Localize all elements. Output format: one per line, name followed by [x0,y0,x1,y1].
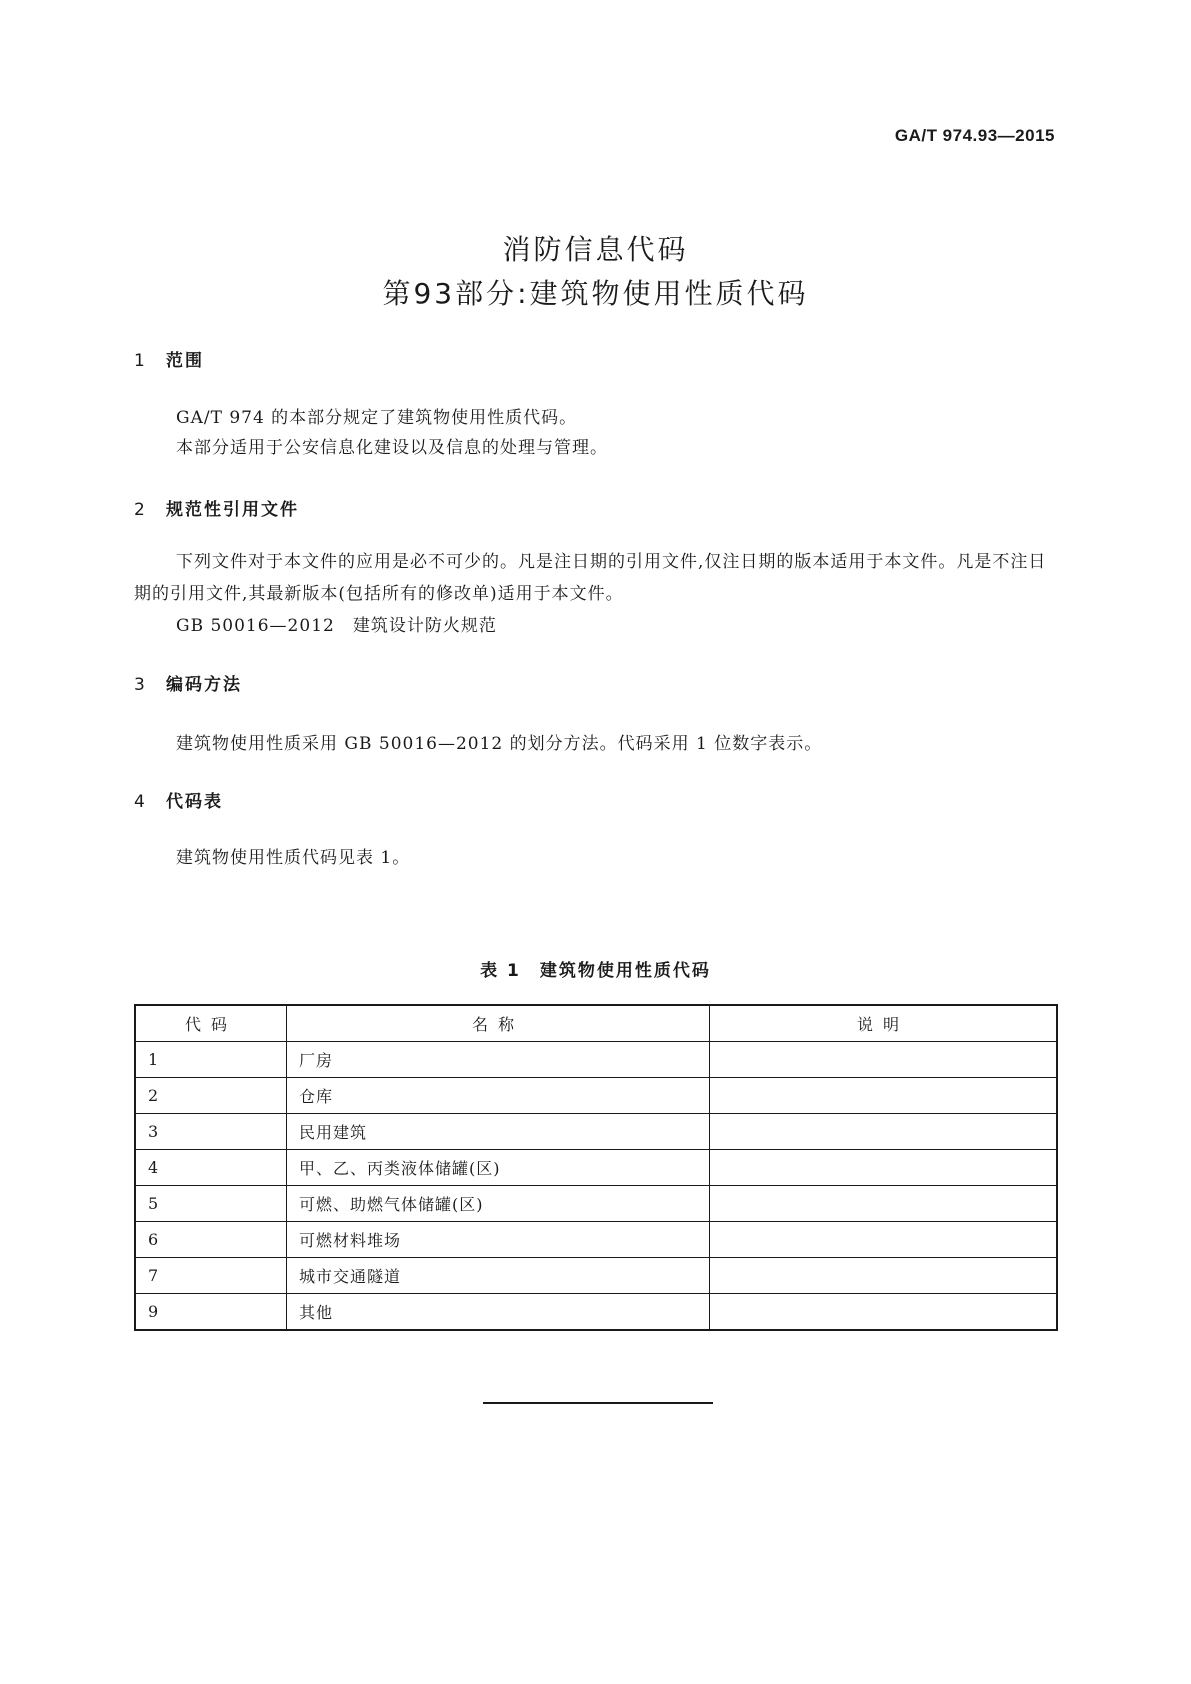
code-cell: 2 [135,1078,287,1114]
scope-paragraph-2: 本部分适用于公安信息化建设以及信息的处理与管理。 [176,438,608,458]
section-heading-scope [134,346,204,371]
section-heading-code-table [134,787,223,812]
scope-paragraph-1: GA/T 974 的本部分规定了建筑物使用性质代码。 [176,408,578,428]
code-cell: 5 [135,1186,287,1222]
table-caption: 表 1 建筑物使用性质代码 [480,961,711,981]
code-cell: 9 [135,1294,287,1331]
code-cell: 7 [135,1258,287,1294]
note-cell [710,1078,1058,1114]
note-cell [710,1258,1058,1294]
name-cell: 仓库 [287,1078,710,1114]
name-cell: 甲、乙、丙类液体储罐(区) [287,1150,710,1186]
note-cell [710,1042,1058,1078]
document-title: 消防信息代码 [502,233,689,266]
code-table [134,1004,1058,1331]
name-cell: 民用建筑 [287,1114,710,1150]
code-cell: 6 [135,1222,287,1258]
section-title: 代码表 [166,792,223,812]
document-subtitle: 第93部分:建筑物使用性质代码 [382,277,809,310]
document-code: GA/T 974.93—2015 [894,126,1055,145]
column-header-code: 代码 [135,1005,287,1042]
reference-item: GB 50016—2012 建筑设计防火规范 [176,616,497,636]
name-cell: 其他 [287,1294,710,1331]
note-cell [710,1150,1058,1186]
coding-method-paragraph: 建筑物使用性质采用 GB 50016—2012 的划分方法。代码采用 1 位数字表示。 [176,734,823,754]
table-row [135,1258,1057,1294]
note-cell [710,1222,1058,1258]
name-cell: 可燃、助燃气体储罐(区) [287,1186,710,1222]
section-number: 4 [134,792,147,812]
code-cell: 3 [135,1114,287,1150]
column-header-name: 名称 [287,1005,710,1042]
section-title: 范围 [166,351,204,371]
section-title: 规范性引用文件 [166,500,299,520]
name-cell: 厂房 [287,1042,710,1078]
section-heading-coding-method [134,670,242,695]
note-cell [710,1294,1058,1331]
section-title: 编码方法 [166,675,242,695]
table-row [135,1186,1057,1222]
note-cell [710,1114,1058,1150]
table-row [135,1294,1057,1331]
section-number: 3 [134,675,147,695]
code-cell: 1 [135,1042,287,1078]
table-header-row [135,1005,1057,1042]
note-cell [710,1186,1058,1222]
column-header-note: 说明 [710,1005,1058,1042]
references-paragraph: 下列文件对于本文件的应用是必不可少的。凡是注日期的引用文件,仅注日期的版本适用于本文件。凡是不注日期的引用文件,其最新版本(包括所有的修改单)适用于本文件。 [134,552,1047,604]
section-number: 1 [134,351,147,371]
table-row [135,1042,1057,1078]
section-heading-normative-references [134,495,299,520]
code-cell: 4 [135,1150,287,1186]
end-divider [483,1402,713,1404]
code-table-paragraph: 建筑物使用性质代码见表 1。 [176,848,411,868]
section-number: 2 [134,500,147,520]
table-row [135,1078,1057,1114]
table-row [135,1150,1057,1186]
name-cell: 城市交通隧道 [287,1258,710,1294]
table-row [135,1222,1057,1258]
table-row [135,1114,1057,1150]
name-cell: 可燃材料堆场 [287,1222,710,1258]
